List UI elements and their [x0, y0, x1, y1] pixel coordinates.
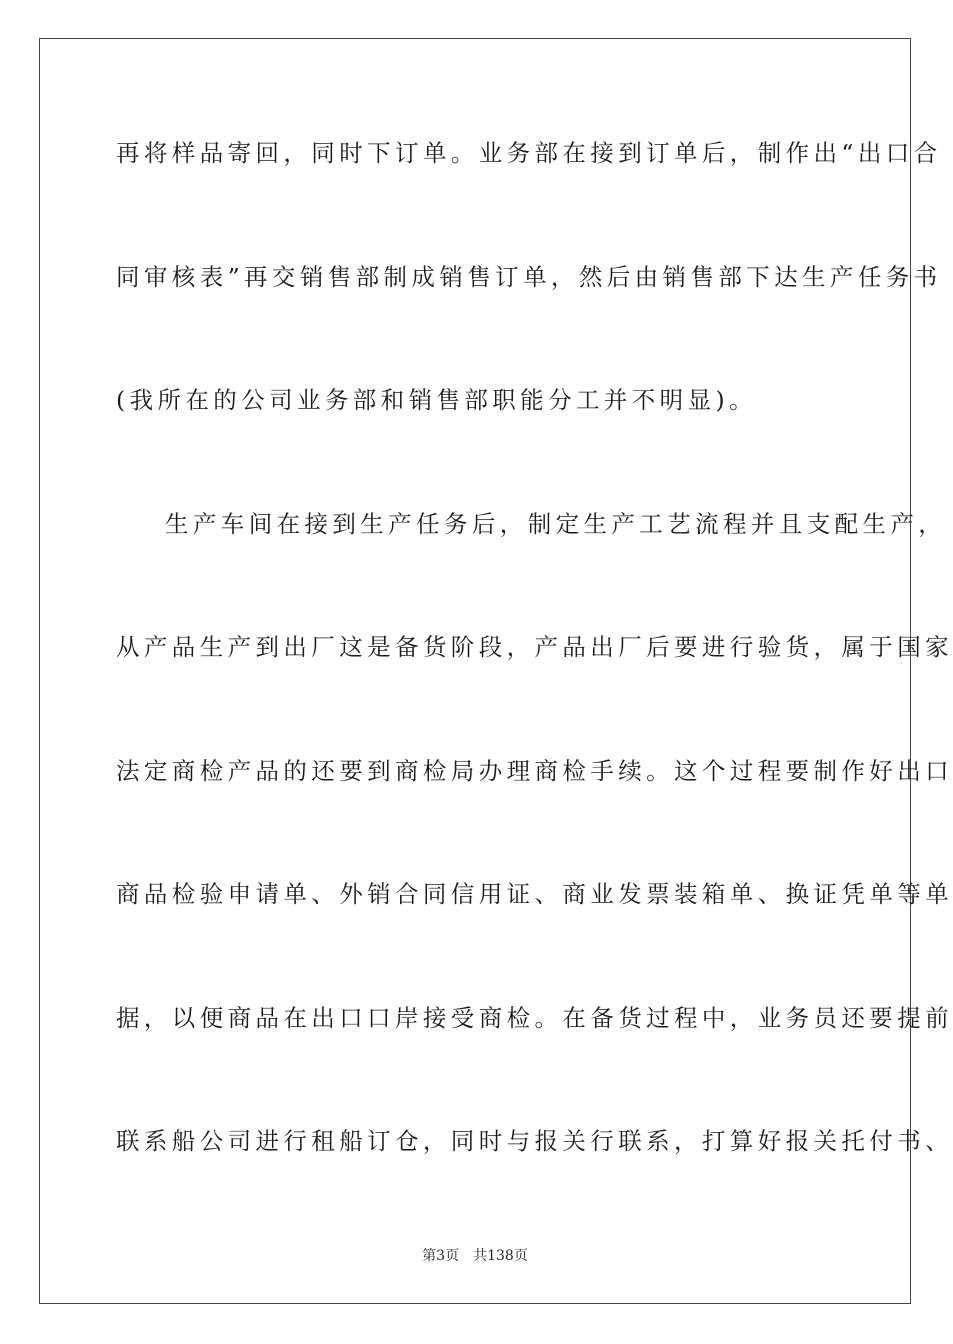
paragraph-line-7: 商品检验申请单、外销合同信用证、商业发票装箱单、换证凭单等单 — [116, 880, 953, 908]
page-border — [39, 38, 953, 1304]
paragraph-line-9: 联系船公司进行租船订仓，同时与报关行联系，打算好报关托付书、 — [116, 1127, 953, 1155]
page-footer — [0, 1247, 950, 1265]
page-number: 第3页 — [422, 1248, 460, 1264]
paragraph-line-2: 同审核表”再交销售部制成销售订单，然后由销售部下达生产任务书 — [116, 263, 942, 291]
paragraph-line-1: 再将样品寄回，同时下订单。业务部在接到订单后，制作出“出口合 — [116, 139, 942, 167]
page-total: 共138页 — [473, 1248, 528, 1264]
paragraph-line-3: (我所在的公司业务部和销售部职能分工并不明显)。 — [116, 386, 757, 414]
paragraph-line-6: 法定商检产品的还要到商检局办理商检手续。这个过程要制作好出口 — [116, 757, 953, 785]
paragraph-line-4: 生产车间在接到生产任务后，制定生产工艺流程并且支配生产， — [165, 510, 947, 538]
paragraph-line-8: 据，以便商品在出口口岸接受商检。在备货过程中，业务员还要提前 — [116, 1004, 953, 1032]
paragraph-line-5: 从产品生产到出厂这是备货阶段，产品出厂后要进行验货，属于国家 — [116, 633, 953, 661]
